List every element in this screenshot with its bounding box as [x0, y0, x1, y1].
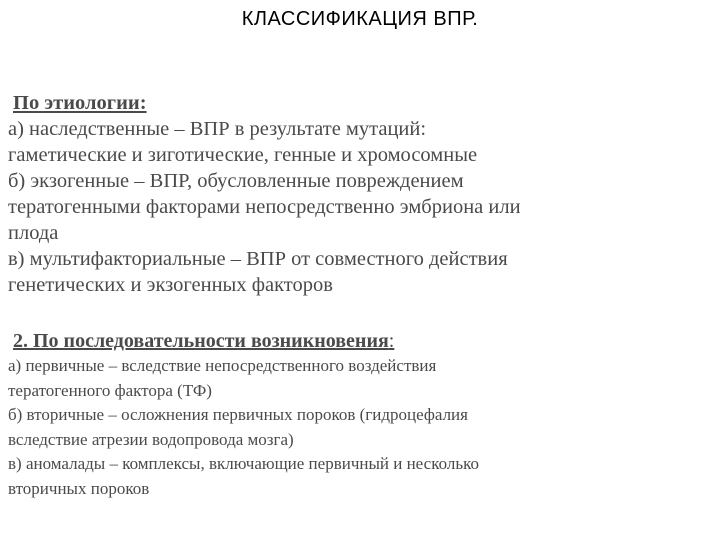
- etiology-heading: По этиологии:: [13, 92, 147, 114]
- sequence-line: тератогенного фактора (ТФ): [8, 380, 212, 400]
- etiology-line: тератогенными факторами непосредственно эмбриона или: [8, 196, 521, 218]
- etiology-section: [8, 90, 714, 298]
- etiology-line: в) мультифакториальные – ВПР от совместного действия: [8, 248, 508, 270]
- sequence-heading-text: 2. По последовательности возникновения: [13, 330, 389, 352]
- etiology-line: б) экзогенные – ВПР, обусловленные повреждением: [8, 170, 464, 192]
- slide-title: КЛАССИФИКАЦИЯ ВПР.: [241, 8, 479, 30]
- sequence-line: б) вторичные – осложнения первичных пороков (гидроцефалия: [8, 405, 468, 424]
- sequence-heading-colon: :: [388, 330, 395, 352]
- etiology-line: а) наследственные – ВПР в результате мутаций:: [8, 118, 427, 140]
- sequence-line: вследствие атрезии водопровода мозга): [8, 429, 294, 449]
- sequence-line: вторичных пороков: [8, 478, 150, 498]
- sequence-line: а) первичные – вследствие непосредственного воздействия: [8, 356, 437, 375]
- etiology-line: генетических и экзогенных факторов: [8, 274, 333, 296]
- sequence-line: в) аномалады – комплексы, включающие первичный и несколько: [8, 454, 480, 473]
- etiology-line: плода: [8, 222, 59, 244]
- sequence-heading: [8, 328, 714, 354]
- etiology-line: гаметические и зиготические, генные и хромосомные: [8, 144, 478, 166]
- sequence-section: [8, 328, 714, 501]
